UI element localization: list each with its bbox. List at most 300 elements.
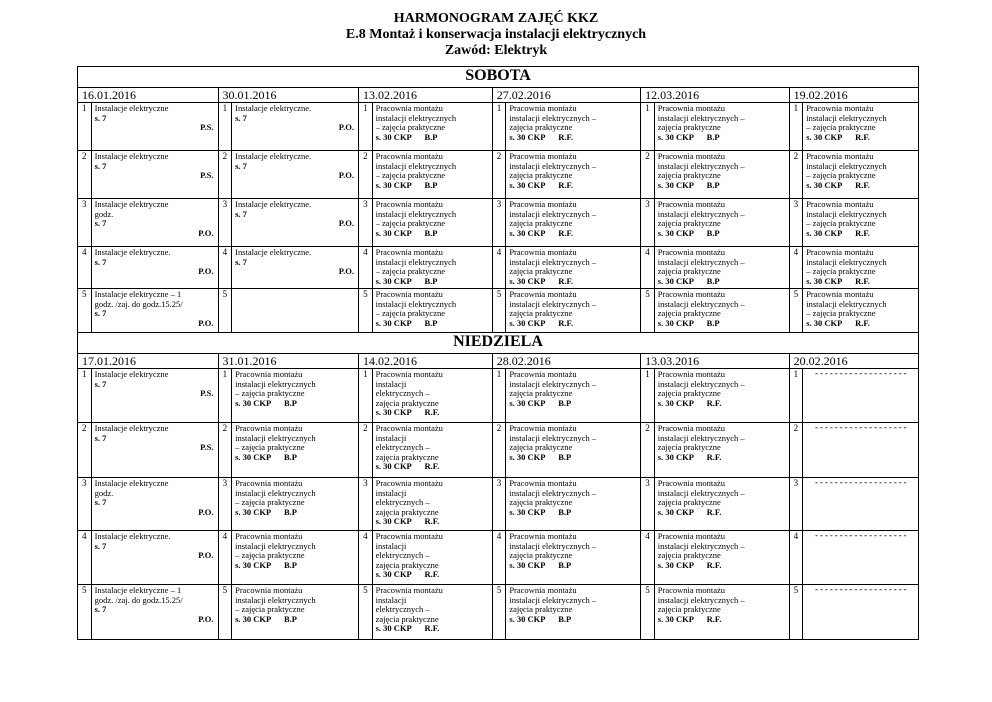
lesson-cell xyxy=(91,247,218,289)
instructor-initials: B.P xyxy=(424,275,438,286)
schedule-table xyxy=(77,66,919,640)
lesson-number: 1 xyxy=(492,369,506,423)
subject-line: zajęcia praktyczne xyxy=(375,507,439,517)
subject-line: instalacji elektrycznych – xyxy=(657,488,745,498)
room-label: s. 30 CKP xyxy=(235,613,272,624)
lesson-number: 1 xyxy=(359,103,373,151)
room-label: s. 30 CKP xyxy=(509,559,546,570)
subject-line: Pracownia montażu xyxy=(375,479,443,488)
instructor-initials: R.F. xyxy=(855,179,870,190)
room-instructor-line xyxy=(376,408,490,418)
subject-line: Pracownia montażu xyxy=(235,532,303,541)
subject-line: godz. xyxy=(94,488,114,498)
subject-line: Pracownia montażu xyxy=(375,586,443,595)
subject-line: Pracownia montażu xyxy=(657,152,726,161)
lesson-cell xyxy=(654,478,789,531)
room-label: s. 30 CKP xyxy=(375,516,412,527)
instructor-initials: B.P xyxy=(424,227,438,238)
instructor-initials: B.P xyxy=(558,506,572,517)
room-label: s. 30 CKP xyxy=(806,131,843,142)
subject-line: – zajęcia praktyczne xyxy=(806,219,876,229)
lesson-cell xyxy=(654,423,789,478)
subject-line: Instalacje elektryczne xyxy=(94,104,169,113)
lesson-number: 2 xyxy=(218,151,232,199)
teacher-initials: P.O. xyxy=(198,317,214,328)
lesson-cell xyxy=(232,478,359,531)
instructor-initials: B.P xyxy=(558,451,572,462)
room-instructor-line xyxy=(235,453,356,463)
room-instructor-line xyxy=(235,615,356,625)
room-label: s. 30 CKP xyxy=(235,397,272,408)
subject-line: – zajęcia praktyczne xyxy=(375,309,445,319)
teacher-initials: P.O. xyxy=(198,613,214,624)
lesson-number: 2 xyxy=(359,423,373,478)
date-header: 14.02.2016 xyxy=(359,354,493,369)
room-instructor-line xyxy=(509,133,638,143)
subject-line: instalacji elektrycznych – xyxy=(657,161,745,171)
room-instructor-line xyxy=(658,133,787,143)
subject-line: godz. xyxy=(94,209,114,219)
subject-line: instalacji elektrycznych xyxy=(235,433,316,443)
lesson-number: 3 xyxy=(641,478,655,531)
room-instructor-line xyxy=(806,319,916,329)
teacher-initials: P.O. xyxy=(338,218,355,229)
subject-line: – zajęcia praktyczne xyxy=(375,123,445,133)
lesson-cell xyxy=(91,369,218,423)
lesson-number: 3 xyxy=(789,478,803,531)
instructor-initials: B.P xyxy=(283,506,297,517)
lesson-number: 3 xyxy=(78,478,92,531)
subject-line: Pracownia montażu xyxy=(657,424,726,433)
room-label: s. 30 CKP xyxy=(375,317,412,328)
subject-line: Pracownia montażu xyxy=(375,152,443,161)
instructor-initials: R.F. xyxy=(558,227,574,238)
lesson-number: 5 xyxy=(359,585,373,640)
subject-line: zajęcia praktyczne xyxy=(657,498,721,508)
instructor-initials: B.P xyxy=(706,131,720,142)
room-label: s. 30 CKP xyxy=(509,179,546,190)
lesson-row xyxy=(78,151,919,199)
subject-line: zajęcia praktyczne xyxy=(657,551,721,561)
subject-line: Pracownia montażu xyxy=(657,532,726,541)
subject-line: instalacji elektrycznych – xyxy=(657,433,745,443)
subject-line: zajęcia praktyczne xyxy=(657,605,721,615)
subject-line: instalacji elektrycznych – xyxy=(657,299,745,309)
instructor-initials: R.F. xyxy=(558,317,574,328)
subject-line: Pracownia montażu xyxy=(509,104,577,113)
room-instructor-line xyxy=(806,229,916,239)
subject-line: zajęcia praktyczne xyxy=(509,309,573,319)
room-label: s. 30 CKP xyxy=(235,559,272,570)
room-label: s. 30 CKP xyxy=(806,227,843,238)
subject-line: instalacji elektrycznych xyxy=(375,113,457,123)
room-instructor-line xyxy=(376,570,490,580)
lesson-number: 5 xyxy=(492,289,506,333)
subject-line: instalacji elektrycznych – xyxy=(509,379,597,389)
subject-line: – zajęcia praktyczne xyxy=(375,267,445,277)
subject-line: instalacji xyxy=(375,379,407,389)
room-instructor-line xyxy=(509,229,638,239)
subject-line: Instalacje elektryczne xyxy=(94,152,169,161)
instructor-initials: R.F. xyxy=(558,179,574,190)
room-instructor-line xyxy=(376,319,490,329)
occupation-line: Zawód: Elektryk xyxy=(444,43,548,58)
lesson-cell xyxy=(654,199,789,247)
room-instructor-line xyxy=(235,508,356,518)
lesson-cell xyxy=(506,199,641,247)
lesson-cell xyxy=(506,531,641,585)
subject-line: – zajęcia praktyczne xyxy=(806,267,876,277)
subject-line: Instalacje elektryczne. xyxy=(235,248,312,257)
room-label: s. 30 CKP xyxy=(806,179,843,190)
room-instructor-line xyxy=(658,453,787,463)
subject-line: instalacji elektrycznych xyxy=(235,541,316,551)
instructor-initials: R.F. xyxy=(706,397,722,408)
room-instructor-line xyxy=(376,133,490,143)
subject-line: zajęcia praktyczne xyxy=(657,389,721,399)
lesson-number: 3 xyxy=(789,199,803,247)
date-header: 30.01.2016 xyxy=(218,88,359,103)
subject-line: elektrycznych – xyxy=(375,551,430,561)
lesson-number: 5 xyxy=(641,585,655,640)
subject-line: godz. /zaj. do godz.15.25/ xyxy=(94,595,183,605)
lesson-number: 1 xyxy=(492,103,506,151)
room-instructor-line xyxy=(658,399,787,409)
room-instructor-line xyxy=(376,462,490,472)
subject-line: zajęcia praktyczne xyxy=(375,398,439,408)
lesson-cell xyxy=(372,151,492,199)
teacher-initials: P.O. xyxy=(338,266,355,277)
subject-line: instalacji xyxy=(375,488,407,498)
room-label: s. 30 CKP xyxy=(657,275,694,286)
room-instructor-line xyxy=(509,319,638,329)
room-instructor-line xyxy=(509,277,638,287)
lesson-cell xyxy=(803,199,919,247)
instructor-initials: R.F. xyxy=(855,275,870,286)
lesson-cell xyxy=(654,585,789,640)
subject-line: instalacji xyxy=(375,433,407,443)
lesson-number: 4 xyxy=(789,531,803,585)
lesson-number: 3 xyxy=(359,478,373,531)
instructor-initials: B.P xyxy=(558,559,572,570)
subject-line: – zajęcia praktyczne xyxy=(235,389,305,399)
subject-line: Instalacje elektryczne. xyxy=(235,200,312,209)
date-header: 13.02.2016 xyxy=(359,88,493,103)
lesson-cell: ------------------- xyxy=(803,423,919,478)
subject-line: zajęcia praktyczne xyxy=(375,560,439,570)
lesson-row xyxy=(78,531,919,585)
lesson-cell xyxy=(91,199,218,247)
lesson-row xyxy=(78,103,919,151)
subject-line: instalacji elektrycznych xyxy=(235,379,316,389)
instructor-initials: R.F. xyxy=(424,623,440,634)
subject-line: zajęcia praktyczne xyxy=(375,452,439,462)
subject-line: Pracownia montażu xyxy=(375,532,443,541)
subject-line: instalacji elektrycznych – xyxy=(657,113,745,123)
subject-line: Pracownia montażu xyxy=(509,586,577,595)
lesson-cell xyxy=(91,151,218,199)
lesson-cell xyxy=(803,247,919,289)
subject-line: Instalacje elektryczne xyxy=(94,200,169,209)
lesson-cell xyxy=(372,423,492,478)
lesson-number: 1 xyxy=(78,369,92,423)
date-header: 12.03.2016 xyxy=(641,88,789,103)
date-header: 19.02.2016 xyxy=(789,88,918,103)
room-label: s. 30 CKP xyxy=(509,317,546,328)
lesson-number: 1 xyxy=(359,369,373,423)
lesson-number: 2 xyxy=(641,423,655,478)
subject-line: instalacji xyxy=(375,595,407,605)
subject-line: Pracownia montażu xyxy=(235,424,303,433)
lesson-number: 5 xyxy=(78,289,92,333)
room-label: s. 7 xyxy=(94,497,107,508)
lesson-number: 2 xyxy=(789,151,803,199)
lesson-number: 4 xyxy=(218,531,232,585)
lesson-number: 2 xyxy=(492,151,506,199)
teacher-initials: P.S. xyxy=(200,170,214,181)
date-header: 13.03.2016 xyxy=(641,354,789,369)
subject-line: Pracownia montażu xyxy=(509,200,577,209)
lesson-number: 5 xyxy=(218,289,232,333)
subject-line: Pracownia montażu xyxy=(806,104,874,113)
room-instructor-line xyxy=(658,508,787,518)
subject-line: Instalacje elektryczne. xyxy=(94,248,171,257)
room-label: s. 30 CKP xyxy=(657,317,694,328)
lesson-number: 5 xyxy=(78,585,92,640)
lesson-number: 5 xyxy=(492,585,506,640)
subject-line: instalacji elektrycznych – xyxy=(509,595,597,605)
subject-line: Pracownia montażu xyxy=(657,104,726,113)
lesson-cell xyxy=(654,247,789,289)
room-label: s. 30 CKP xyxy=(657,451,694,462)
subject-line: zajęcia praktyczne xyxy=(657,309,721,319)
lesson-cell xyxy=(372,369,492,423)
lesson-number: 3 xyxy=(492,478,506,531)
lesson-number: 5 xyxy=(789,585,803,640)
lesson-cell: ------------------- xyxy=(803,369,919,423)
room-label: s. 7 xyxy=(94,112,107,123)
instructor-initials: B.P xyxy=(558,397,572,408)
lesson-number: 2 xyxy=(492,423,506,478)
room-label: s. 30 CKP xyxy=(509,506,546,517)
lesson-row xyxy=(78,585,919,640)
teacher-initials: P.O. xyxy=(338,170,355,181)
subject-line: zajęcia praktyczne xyxy=(509,551,573,561)
lesson-cell xyxy=(372,531,492,585)
instructor-initials: B.P xyxy=(283,613,297,624)
lesson-cell xyxy=(232,585,359,640)
lesson-number: 2 xyxy=(641,151,655,199)
room-label: s. 30 CKP xyxy=(375,407,412,418)
instructor-initials: B.P xyxy=(558,613,572,624)
instructor-initials: B.P xyxy=(283,559,297,570)
teacher-initials: P.O. xyxy=(198,506,214,517)
subject-line: instalacji elektrycznych xyxy=(375,299,457,309)
room-label: s. 30 CKP xyxy=(509,227,546,238)
subject-line: zajęcia praktyczne xyxy=(509,267,573,277)
room-instructor-line xyxy=(235,561,356,571)
subject-line: Instalacje elektryczne. xyxy=(235,104,312,113)
room-label: s. 30 CKP xyxy=(509,613,546,624)
instructor-initials: R.F. xyxy=(424,569,440,580)
niedziela-day-label: NIEDZIELA xyxy=(78,333,919,354)
instructor-initials: B.P xyxy=(424,179,438,190)
subject-line: Pracownia montażu xyxy=(806,200,874,209)
lesson-number: 3 xyxy=(359,199,373,247)
room-instructor-line xyxy=(376,517,490,527)
subject-line: instalacji elektrycznych – xyxy=(657,541,745,551)
instructor-initials: R.F. xyxy=(706,613,722,624)
lesson-number: 1 xyxy=(218,369,232,423)
lesson-cell xyxy=(506,289,641,333)
lesson-cell xyxy=(654,369,789,423)
room-label: s. 7 xyxy=(235,112,247,123)
sobota-day-label: SOBOTA xyxy=(78,67,919,88)
lesson-cell xyxy=(232,423,359,478)
date-header: 16.01.2016 xyxy=(78,88,219,103)
instructor-initials: B.P xyxy=(706,227,720,238)
subject-line: instalacji elektrycznych – xyxy=(657,595,745,605)
room-label: s. 30 CKP xyxy=(375,131,412,142)
instructor-initials: R.F. xyxy=(558,131,574,142)
date-header: 28.02.2016 xyxy=(492,354,640,369)
lesson-number: 1 xyxy=(789,369,803,423)
room-label: s. 30 CKP xyxy=(657,506,694,517)
subject-line: Pracownia montażu xyxy=(509,479,577,488)
date-header: 20.02.2016 xyxy=(789,354,918,369)
subject-line: instalacji elektrycznych xyxy=(235,595,316,605)
subject-line: Instalacje elektryczne xyxy=(94,479,169,488)
lesson-cell xyxy=(91,423,218,478)
lesson-row xyxy=(78,478,919,531)
lesson-cell xyxy=(372,289,492,333)
subject-line: zajęcia praktyczne xyxy=(509,171,573,181)
subject-line: – zajęcia praktyczne xyxy=(375,171,445,181)
lesson-cell xyxy=(506,369,641,423)
lesson-number: 1 xyxy=(218,103,232,151)
room-label: s. 30 CKP xyxy=(806,275,843,286)
room-instructor-line xyxy=(235,399,356,409)
subject-line: instalacji elektrycznych – xyxy=(509,113,597,123)
subject-line: Pracownia montażu xyxy=(375,248,443,257)
room-label: s. 30 CKP xyxy=(375,179,412,190)
room-instructor-line xyxy=(509,561,638,571)
instructor-initials: R.F. xyxy=(424,461,440,472)
lesson-cell xyxy=(506,585,641,640)
room-label: s. 30 CKP xyxy=(657,227,694,238)
subject-line: instalacji elektrycznych xyxy=(375,209,457,219)
subject-line: Pracownia montażu xyxy=(235,586,303,595)
room-label: s. 30 CKP xyxy=(657,613,694,624)
lesson-number: 2 xyxy=(78,423,92,478)
subject-line: – zajęcia praktyczne xyxy=(806,171,876,181)
lesson-cell xyxy=(654,289,789,333)
subject-line: Instalacje elektryczne xyxy=(94,424,169,433)
lesson-row xyxy=(78,423,919,478)
subject-line: zajęcia praktyczne xyxy=(657,123,721,133)
subject-line: zajęcia praktyczne xyxy=(657,443,721,453)
lesson-number: 4 xyxy=(641,247,655,289)
lesson-cell xyxy=(506,103,641,151)
room-instructor-line xyxy=(376,229,490,239)
lesson-cell xyxy=(372,103,492,151)
instructor-initials: R.F. xyxy=(424,407,440,418)
lesson-cell xyxy=(232,151,359,199)
subject-line: zajęcia praktyczne xyxy=(509,123,573,133)
lesson-number: 4 xyxy=(359,531,373,585)
instructor-initials: B.P xyxy=(283,451,297,462)
subject-line: Pracownia montażu xyxy=(657,200,726,209)
instructor-initials: R.F. xyxy=(424,516,440,527)
subject-line: instalacji elektrycznych xyxy=(806,257,887,267)
subject-line: instalacji elektrycznych – xyxy=(657,257,745,267)
subject-line: Instalacje elektryczne xyxy=(94,370,169,379)
lesson-cell xyxy=(232,247,359,289)
lesson-number: 1 xyxy=(78,103,92,151)
subject-line: instalacji elektrycznych – xyxy=(657,379,745,389)
subject-line: elektrycznych – xyxy=(375,605,430,615)
room-label: s. 7 xyxy=(94,432,107,443)
lesson-cell xyxy=(372,478,492,531)
lesson-number: 4 xyxy=(492,531,506,585)
subject-line: instalacji elektrycznych xyxy=(806,161,887,171)
lesson-cell xyxy=(91,531,218,585)
lesson-cell xyxy=(803,151,919,199)
subject-line: instalacji elektrycznych xyxy=(806,209,887,219)
lesson-cell xyxy=(506,478,641,531)
room-instructor-line xyxy=(806,133,916,143)
lesson-cell xyxy=(803,289,919,333)
instructor-initials: R.F. xyxy=(558,275,574,286)
lesson-number: 4 xyxy=(359,247,373,289)
subject-line: Pracownia montażu xyxy=(806,290,874,299)
room-instructor-line xyxy=(658,319,787,329)
teacher-initials: P.S. xyxy=(200,122,214,133)
lesson-cell: ------------------- xyxy=(803,478,919,531)
subject-line: elektrycznych – xyxy=(375,443,430,453)
lesson-number: 5 xyxy=(641,289,655,333)
room-instructor-line xyxy=(509,508,638,518)
subject-line: Pracownia montażu xyxy=(806,248,874,257)
lesson-row xyxy=(78,247,919,289)
teacher-initials: P.O. xyxy=(338,122,355,133)
instructor-initials: R.F. xyxy=(706,506,722,517)
lesson-number: 4 xyxy=(789,247,803,289)
lesson-cell xyxy=(232,103,359,151)
instructor-initials: B.P xyxy=(283,397,297,408)
lesson-cell xyxy=(506,247,641,289)
lesson-cell xyxy=(91,289,218,333)
room-instructor-line xyxy=(509,181,638,191)
room-instructor-line xyxy=(658,181,787,191)
lesson-cell xyxy=(91,478,218,531)
lesson-number: 3 xyxy=(492,199,506,247)
niedziela-dates-row xyxy=(78,354,919,369)
subject-line: elektrycznych – xyxy=(375,498,430,508)
subject-line: Pracownia montażu xyxy=(235,370,303,379)
room-instructor-line xyxy=(658,615,787,625)
lesson-cell: ------------------- xyxy=(803,585,919,640)
lesson-cell xyxy=(654,103,789,151)
lesson-cell xyxy=(803,103,919,151)
room-label: s. 30 CKP xyxy=(657,131,694,142)
sobota-title-row xyxy=(78,67,919,88)
instructor-initials: R.F. xyxy=(706,559,722,570)
lesson-cell xyxy=(232,369,359,423)
subject-line: Instalacje elektryczne – 1 xyxy=(94,586,182,595)
room-instructor-line xyxy=(658,229,787,239)
subject-line: zajęcia praktyczne xyxy=(657,267,721,277)
